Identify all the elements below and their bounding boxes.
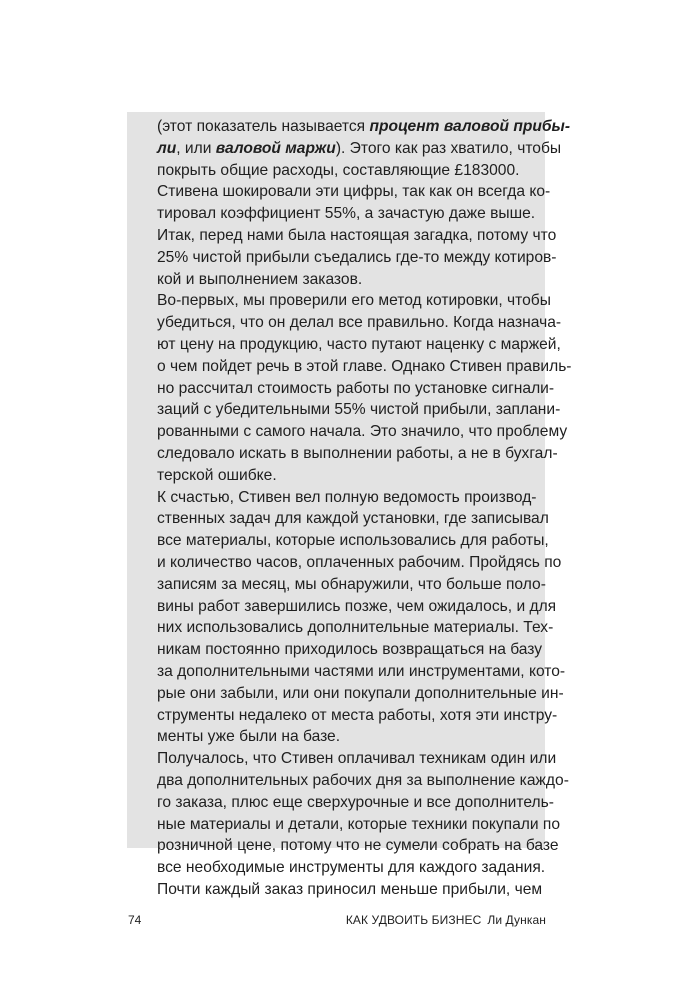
text-segment: розничной цене, потому что не сумели собрать на базе: [157, 837, 559, 855]
emphasized-term: ли: [157, 139, 177, 157]
text-segment: терской ошибке.: [157, 466, 277, 484]
text-segment: рованными с самого начала. Это значило, что проблему: [157, 423, 568, 441]
text-segment: но рассчитал стоимость работы по установке сигнали-: [157, 379, 555, 397]
running-head: [346, 913, 546, 927]
page-number: 74: [128, 913, 142, 927]
text-line: [157, 770, 569, 792]
text-segment: менты уже были на базе.: [157, 728, 341, 746]
text-line: [157, 879, 543, 901]
text-segment: кой и выполнением заказов.: [157, 270, 363, 288]
text-line: [157, 399, 561, 421]
text-segment: все материалы, которые использовались для работы,: [157, 532, 549, 550]
text-line: [157, 857, 546, 879]
text-line: [157, 596, 557, 618]
text-segment: Почти каждый заказ приносил меньше прибыли, чем: [157, 880, 543, 898]
text-segment: два дополнительных рабочих дня за выполнение каждо-: [157, 771, 569, 789]
text-line: [157, 334, 561, 356]
text-line: [157, 225, 557, 247]
text-line: [157, 312, 562, 334]
text-segment: ). Этого как раз хватило, чтобы: [335, 139, 562, 157]
text-segment: рые они забыли, или они покупали дополнительные ин-: [157, 684, 564, 702]
text-segment: , или: [176, 139, 216, 157]
text-segment: заций с убедительными 55% чистой прибыли, заплани-: [157, 401, 561, 419]
text-line: [157, 116, 571, 138]
book-title: КАК УДВОИТЬ БИЗНЕС: [345, 913, 482, 927]
text-line: [157, 530, 549, 552]
text-segment: ют цену на продукцию, часто путают наценку с маржей,: [157, 335, 561, 353]
text-segment: вины работ завершились позже, чем ожидалось, и для: [157, 597, 557, 615]
text-segment: покрыть общие расходы, составляющие £183000.: [157, 161, 520, 179]
text-segment: (этот показатель называется: [157, 118, 370, 135]
text-line: [157, 617, 554, 639]
text-line: [157, 639, 543, 661]
text-segment: Итак, перед нами была настоящая загадка, потому что: [157, 226, 557, 244]
text-line: [157, 247, 557, 269]
text-line: [157, 160, 520, 182]
text-segment: 25% чистой прибыли съедались где-то между котиров-: [157, 248, 557, 266]
text-line: [157, 203, 536, 225]
text-line: [157, 443, 558, 465]
text-line: [157, 726, 517, 748]
text-segment: них использовались дополнительные материалы. Тех-: [157, 619, 554, 637]
text-line: [157, 574, 546, 596]
text-line: [157, 378, 555, 400]
text-line: [157, 814, 561, 836]
text-segment: убедиться, что он делал все правильно. Когда назнача-: [157, 314, 562, 332]
text-segment: тировал коэффициент 55%, а зачастую даже выше.: [157, 205, 536, 223]
text-segment: ные материалы и детали, которые техники покупали по: [157, 815, 561, 833]
text-segment: все необходимые инструменты для каждого задания.: [157, 859, 546, 877]
emphasized-term: процент валовой прибы-: [369, 118, 571, 135]
text-segment: ственных задач для каждой установки, где записывал: [157, 510, 549, 528]
text-line: [157, 290, 551, 312]
text-segment: о чем пойдет речь в этой главе. Однако Стивен правиль-: [157, 357, 572, 375]
text-segment: за дополнительными частями или инструментами, кото-: [157, 662, 566, 680]
text-line: [157, 661, 566, 683]
text-line: [157, 748, 557, 770]
text-segment: записям за месяц, мы обнаружили, что больше поло-: [157, 575, 546, 593]
text-segment: Стивена шокировали эти цифры, так как он всегда ко-: [157, 183, 551, 201]
text-segment: струменты недалеко от места работы, хотя эти инстру-: [157, 706, 558, 724]
text-segment: следовало искать в выполнении работы, а не в бухгал-: [157, 444, 558, 462]
text-segment: К счастью, Стивен вел полную ведомость производ-: [157, 488, 537, 506]
text-segment: никам постоянно приходилось возвращаться на базу: [157, 641, 543, 659]
text-line: [157, 269, 517, 291]
text-segment: го заказа, плюс еще сверхурочные и все дополнитель-: [157, 793, 554, 811]
body-text: [157, 116, 572, 901]
text-line: [157, 356, 572, 378]
text-segment: Получалось, что Стивен оплачивал техникам один или: [157, 750, 557, 768]
text-line: [157, 792, 554, 814]
text-line: [157, 835, 559, 857]
text-line: [157, 465, 517, 487]
text-line: [157, 421, 568, 443]
text-line: [157, 683, 564, 705]
text-segment: и количество часов, оплаченных рабочим. Пройдясь по: [157, 553, 562, 571]
text-segment: Во-первых, мы проверили его метод котировки, чтобы: [157, 292, 551, 310]
text-line: [157, 552, 562, 574]
emphasized-term: валовой маржи: [215, 139, 336, 157]
author-name: Ли Дункан: [487, 913, 546, 927]
text-line: [157, 508, 549, 530]
text-line: [157, 705, 558, 727]
text-line: [157, 487, 537, 509]
text-line: [157, 138, 562, 160]
text-line: [157, 181, 551, 203]
